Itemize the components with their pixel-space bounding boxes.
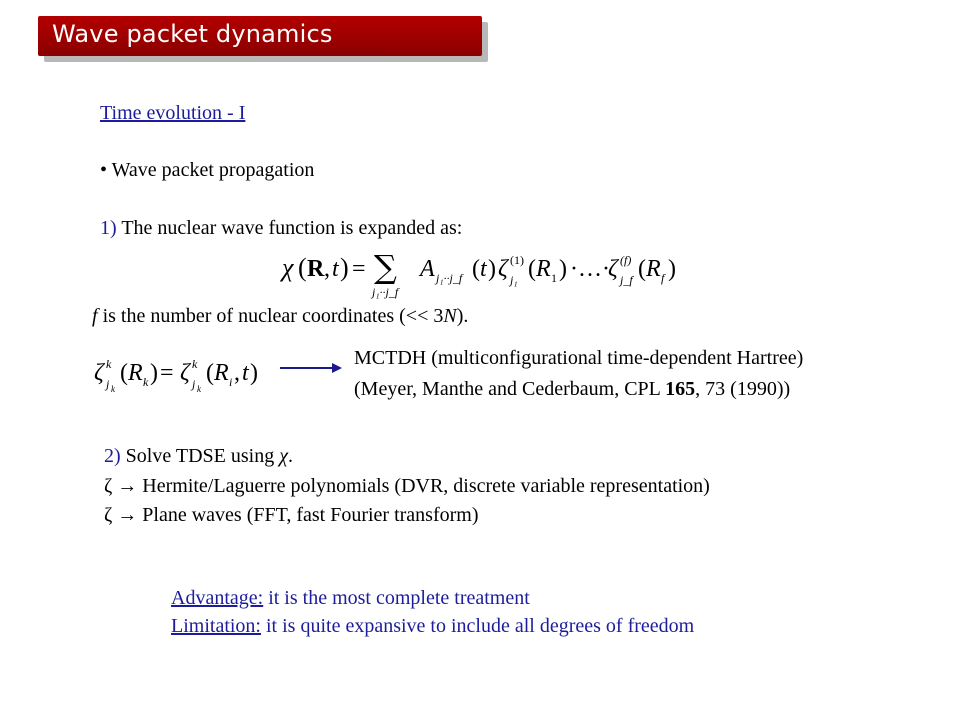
- bullet-text: Wave packet propagation: [111, 159, 315, 181]
- svg-text:j: j: [192, 377, 196, 391]
- bullet-item: [100, 158, 314, 182]
- svg-text:χ: χ: [282, 253, 294, 282]
- zeta-arrow-symbol: ζ →: [104, 504, 138, 526]
- svg-text:∑: ∑: [374, 248, 397, 286]
- n-variable: N: [443, 305, 457, 327]
- svg-text:f: f: [661, 271, 665, 285]
- svg-text:·…·: ·…·: [570, 256, 610, 282]
- f-note: [92, 304, 468, 328]
- svg-text:j₁: j₁: [510, 273, 518, 287]
- svg-text:k: k: [143, 375, 149, 389]
- svg-text:(: (: [206, 360, 214, 386]
- svg-text:j₁··j_f: j₁··j_f: [436, 271, 463, 285]
- svg-text:k: k: [106, 357, 112, 371]
- f-note-text2: ).: [456, 305, 469, 327]
- step1-number: 1): [100, 217, 117, 239]
- svg-text:R: R: [214, 360, 229, 386]
- advantage-label: Advantage:: [171, 587, 264, 609]
- svg-text:ζ: ζ: [608, 256, 618, 282]
- svg-text:j_f: j_f: [620, 273, 633, 287]
- svg-text:j: j: [106, 377, 110, 391]
- svg-text:R: R: [536, 256, 551, 282]
- title-banner: [38, 16, 482, 56]
- mctdh-line1: MCTDH (multiconfigurational time-dependent Hartree): [354, 347, 804, 369]
- svg-text:(: (: [638, 256, 646, 282]
- svg-text:ζ: ζ: [94, 360, 104, 386]
- svg-text:A: A: [420, 256, 435, 282]
- advantage-line: [171, 586, 530, 610]
- mctdh-line2-post: , 73 (1990)): [695, 378, 791, 400]
- svg-text:=: =: [160, 360, 174, 386]
- svg-text:): ): [150, 360, 158, 386]
- svg-text:(: (: [298, 253, 307, 282]
- svg-text:ζ: ζ: [180, 360, 190, 386]
- svg-text:,: ,: [324, 256, 330, 282]
- svg-text:j₁··j_f: j₁··j_f: [372, 285, 399, 299]
- svg-text:,: ,: [234, 360, 240, 386]
- svg-text:i: i: [229, 375, 233, 389]
- limitation-text: it is quite expansive to include all degrees of freedom: [261, 615, 695, 637]
- step2-text-post: .: [288, 445, 294, 467]
- svg-text:=: =: [352, 256, 366, 282]
- zeta-equation: [92, 352, 272, 396]
- bullet-symbol: •: [100, 159, 108, 181]
- f-variable: f: [92, 305, 98, 327]
- mctdh-line2-pre: (Meyer, Manthe and Cederbaum, CPL: [354, 378, 666, 400]
- svg-text:R: R: [128, 360, 143, 386]
- page-title: Wave packet dynamics: [52, 20, 333, 48]
- svg-text:(: (: [120, 360, 128, 386]
- zeta-arrow-symbol: ζ →: [104, 475, 138, 497]
- svg-text:t: t: [242, 360, 249, 386]
- step2-item1: [104, 474, 710, 498]
- step2-text-pre: Solve TDSE using: [125, 445, 280, 467]
- svg-text:k: k: [111, 384, 115, 394]
- step2-line: [104, 444, 293, 468]
- svg-text:R: R: [307, 256, 325, 282]
- advantage-text: it is the most complete treatment: [263, 587, 530, 609]
- svg-text:(: (: [528, 256, 536, 282]
- svg-text:): ): [340, 253, 349, 282]
- svg-text:k: k: [192, 357, 198, 371]
- expansion-equation: [280, 244, 700, 302]
- step2-item2: [104, 503, 479, 527]
- f-note-text1: is the number of nuclear coordinates (<< 3: [97, 305, 444, 327]
- section-heading: Time evolution - I: [100, 102, 246, 124]
- step2-number: 2): [104, 445, 121, 467]
- svg-text:): ): [668, 256, 676, 282]
- svg-text:(1): (1): [510, 253, 524, 267]
- svg-text:k: k: [197, 384, 201, 394]
- svg-text:(f): (f): [620, 253, 632, 267]
- limitation-label: Limitation:: [171, 615, 261, 637]
- svg-text:(: (: [472, 256, 480, 282]
- arrow-right-icon: [278, 360, 344, 376]
- limitation-line: [171, 614, 694, 638]
- svg-text:ζ: ζ: [498, 256, 508, 282]
- svg-text:): ): [559, 256, 567, 282]
- mctdh-line2: [354, 377, 790, 401]
- svg-text:1: 1: [551, 271, 557, 285]
- svg-text:R: R: [646, 256, 661, 282]
- svg-text:t: t: [480, 256, 487, 282]
- mctdh-volume: 165: [665, 378, 696, 400]
- step2-item1-text: Hermite/Laguerre polynomials (DVR, discrete variable representation): [142, 475, 710, 497]
- step1-text: The nuclear wave function is expanded as:: [121, 217, 463, 239]
- svg-text:): ): [488, 256, 496, 282]
- svg-text:): ): [250, 360, 258, 386]
- chi-symbol: χ: [279, 445, 289, 467]
- step2-item2-text: Plane waves (FFT, fast Fourier transform): [142, 504, 479, 526]
- svg-text:t: t: [332, 256, 339, 282]
- step1-line: [100, 216, 462, 240]
